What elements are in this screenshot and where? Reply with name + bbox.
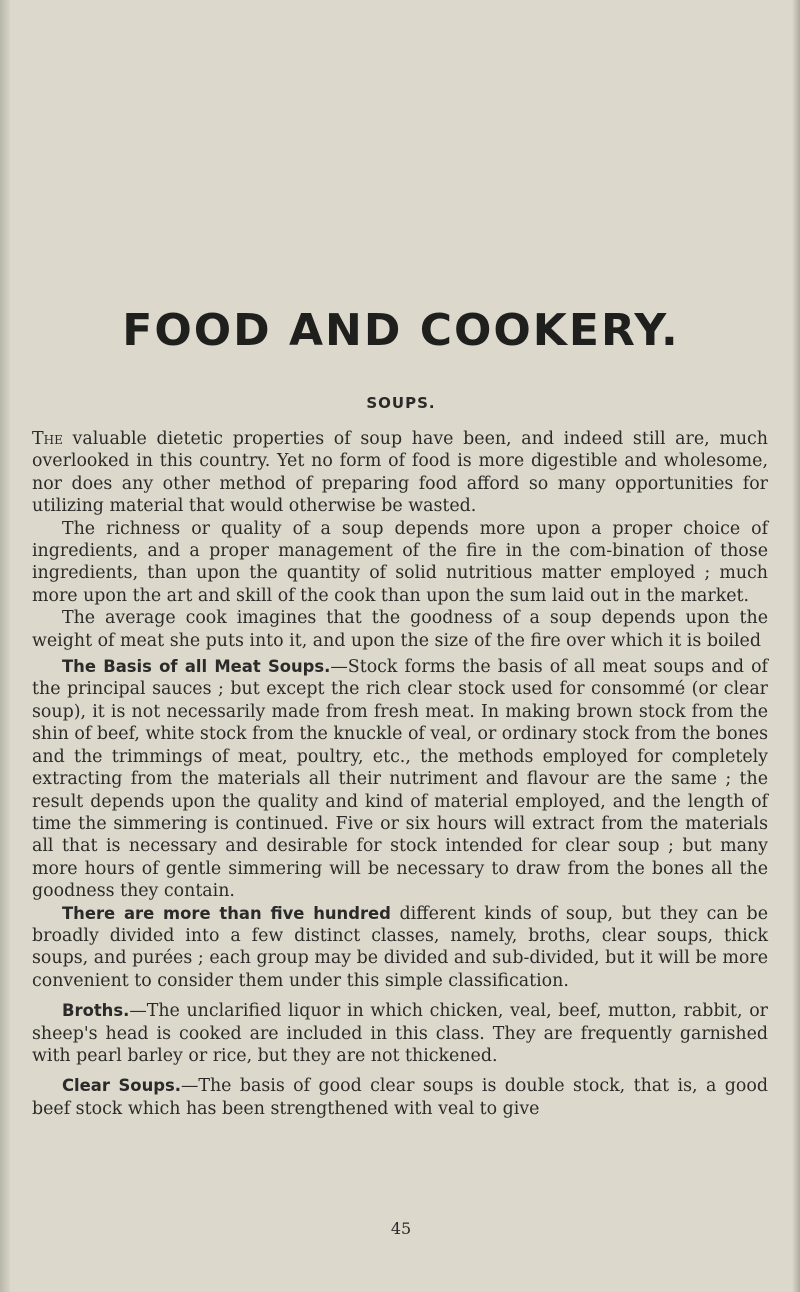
paragraph-richness: The richness or quality of a soup depends more upon a proper choice of ingredients, and a proper management of the fire in the com-bination of those ingredients, than upon the quantity of solid nutritious matter employed ; much more upon the art and skill of the cook than upon the sum laid out in the market. xyxy=(32,518,768,606)
paragraph-intro-text: valuable dietetic properties of soup have been, and indeed still are, much overlooked in this country. Yet no form of food is more digestible and wholesome, nor does any other method of preparing food afford so many opportunities for utilizing material that would otherwise be wasted. xyxy=(32,429,768,517)
book-page xyxy=(26,0,776,1292)
body-text xyxy=(32,428,768,1120)
page-title: FOOD AND COOKERY. xyxy=(122,305,680,356)
paragraph-basis-of-soups xyxy=(32,656,768,902)
page-number: 45 xyxy=(390,1219,412,1238)
paragraph-intro-lead: The xyxy=(32,429,63,449)
basis-of-soups-heading: The Basis of all Meat Soups. xyxy=(62,657,331,677)
paragraph-kinds-of-soup xyxy=(32,903,768,993)
paragraph-clear-soups xyxy=(32,1075,768,1120)
kinds-of-soup-text: different kinds of soup, but they can be broadly divided into a few distinct classes, namely, broths, clear soups, thick soups, and purées ; each group may be divided and sub-divided, but it will be more convenient to consider them under this simple classification. xyxy=(32,903,768,991)
kinds-of-soup-heading: There are more than five hundred xyxy=(62,903,391,923)
section-heading: SOUPS. xyxy=(366,394,436,412)
broths-heading: Broths. xyxy=(62,1001,130,1021)
paragraph-broths xyxy=(32,1000,768,1067)
paragraph-intro xyxy=(32,428,768,518)
basis-of-soups-text: —Stock forms the basis of all meat soups and of the principal sauces ; but except the rich clear stock used for consommé (or clear soup), it is not necessarily made from fresh meat. In making brown stock from the shin of beef, white stock from the knuckle of veal, or ordinary stock from the bones and the trimmings of meat, poultry, etc., the methods employed for completely extracting from the materials all their nutriment and flavour are the same ; the result depends upon the quality and kind of material employed, and the length of time the simmering is continued. Five or six hours will extract from the materials all that is necessary and desirable for stock intended for clear soup ; but many more hours of gentle simmering will be necessary to draw from the bones all the goodness they contain. xyxy=(32,657,768,902)
page-edge-right xyxy=(792,0,800,1292)
page-edge-left xyxy=(0,0,10,1292)
clear-soups-text: —The basis of good clear soups is double stock, that is, a good beef stock which has been strengthened with veal to give xyxy=(32,1076,768,1119)
clear-soups-heading: Clear Soups. xyxy=(62,1076,181,1096)
broths-text: —The unclarified liquor in which chicken, veal, beef, mutton, rabbit, or sheep's head is cooked are included in this class. They are frequently garnished with pearl barley or rice, but they are not thickened. xyxy=(32,1001,768,1066)
paragraph-average-cook: The average cook imagines that the goodness of a soup depends upon the weight of meat she puts into it, and upon the size of the fire over which it is boiled xyxy=(32,608,768,651)
